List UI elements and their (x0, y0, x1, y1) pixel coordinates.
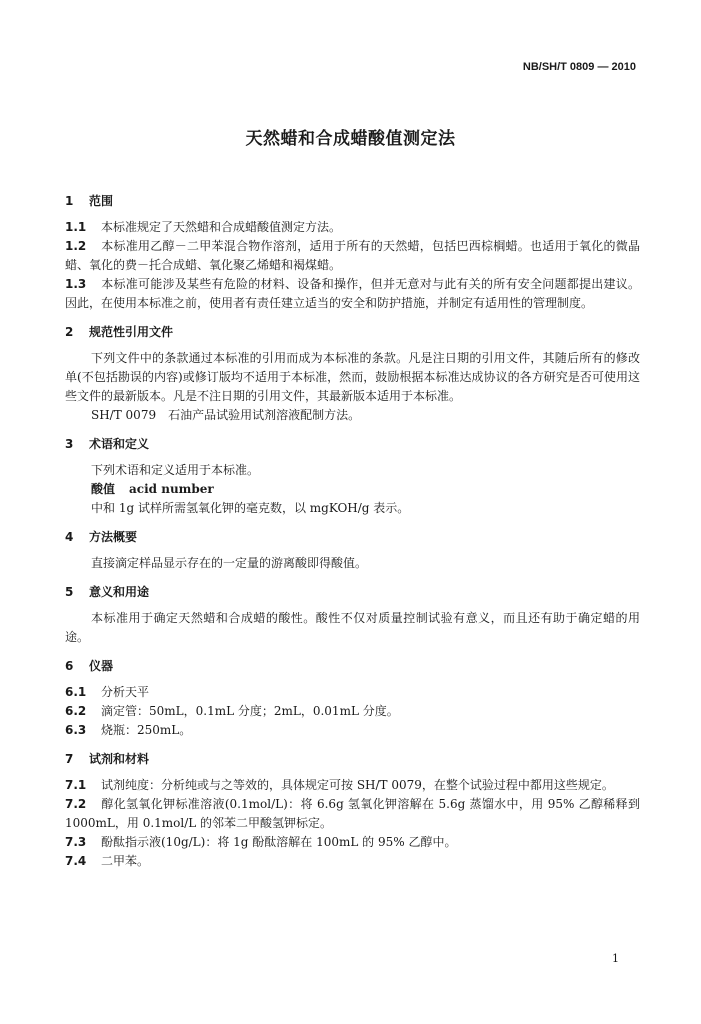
section-number: 2 (65, 325, 74, 339)
clause-number: 1.1 (65, 220, 87, 234)
clause (65, 218, 640, 237)
clause-text: 分析天平 (101, 685, 150, 699)
section-heading (65, 584, 640, 600)
section-number: 5 (65, 585, 74, 599)
clause-text: 本标准规定了天然蜡和合成蜡酸值测定方法。 (101, 220, 342, 234)
paragraph: 本标准用于确定天然蜡和合成蜡的酸性。酸性不仅对质量控制试验有意义，而且还有助于确定蜡的用途。 (65, 611, 640, 644)
clause-number: 6.1 (65, 685, 87, 699)
term-chinese: 酸值 (91, 482, 116, 496)
section-number: 3 (65, 437, 74, 451)
section-heading (65, 324, 640, 340)
clause-text: 醇化氢氧化钾标准溶液(0.1mol/L)：将 6.6g 氢氧化钾溶解在 5.6g 蒸馏水中，用 95% 乙醇稀释到 1000mL，用 0.1mol/L 的邻苯二甲酸氢钾标定。 (65, 797, 640, 830)
clause-number: 1.2 (65, 239, 87, 253)
section-heading (65, 751, 640, 767)
document-body (65, 193, 640, 871)
section-title: 术语和定义 (89, 437, 150, 451)
clause-number: 7.2 (65, 797, 87, 811)
section-title: 仪器 (89, 659, 114, 673)
clause-text: 滴定管：50mL，0.1mL 分度；2mL，0.01mL 分度。 (101, 704, 399, 718)
clause (65, 275, 640, 313)
section-title: 意义和用途 (89, 585, 150, 599)
clause-number: 6.2 (65, 704, 87, 718)
section-number: 1 (65, 194, 74, 208)
clause-number: 1.3 (65, 277, 87, 291)
standard-code: NB/SH/T 0809 — 2010 (522, 61, 636, 73)
clause-text: 本标准用乙醇－二甲苯混合物作溶剂，适用于所有的天然蜡，包括巴西棕榈蜡。也适用于氧化的微晶蜡、氧化的费－托合成蜡、氧化聚乙烯蜡和褐煤蜡。 (65, 239, 640, 272)
section-heading (65, 529, 640, 545)
reference-entry: SH/T 0079 石油产品试验用试剂溶液配制方法。 (91, 408, 361, 422)
term-definition: 中和 1g 试样所需氢氧化钾的毫克数，以 mgKOH/g 表示。 (91, 501, 410, 515)
section-number: 4 (65, 530, 74, 544)
document-title: 天然蜡和合成蜡酸值测定法 (245, 129, 456, 149)
section-number: 7 (65, 752, 74, 766)
clause (65, 776, 640, 795)
page-number: 1 (612, 952, 619, 965)
section-title: 范围 (89, 194, 114, 208)
clause-number: 6.3 (65, 723, 87, 737)
clause-number: 7.4 (65, 854, 87, 868)
term-english: acid number (129, 482, 214, 496)
clause-text: 试剂纯度：分析纯或与之等效的，具体规定可按 SH/T 0079，在整个试验过程中都用这些规定。 (101, 778, 614, 792)
term-entry (65, 480, 640, 499)
clause (65, 683, 640, 702)
section-title: 试剂和材料 (89, 752, 150, 766)
paragraph: 下列文件中的条款通过本标准的引用而成为本标准的条款。凡是注日期的引用文件，其随后所有的修改单(不包括勘误的内容)或修订版均不适用于本标准，然而，鼓励根据本标准达成协议的各方研究是否可使用这些文件的最新版本。凡是不注日期的引用文件，其最新版本适用于本标准。 (65, 351, 640, 403)
section-title: 规范性引用文件 (89, 325, 174, 339)
clause-text: 二甲苯。 (101, 854, 150, 868)
clause (65, 237, 640, 275)
clause (65, 795, 640, 833)
clause (65, 833, 640, 852)
section-title: 方法概要 (89, 530, 138, 544)
clause (65, 702, 640, 721)
clause-number: 7.3 (65, 835, 87, 849)
clause-text: 酚酞指示液(10g/L)：将 1g 酚酞溶解在 100mL 的 95% 乙醇中。 (101, 835, 457, 849)
clause-number: 7.1 (65, 778, 87, 792)
clause-text: 本标准可能涉及某些有危险的材料、设备和操作，但并无意对与此有关的所有安全问题都提出建议。因此，在使用本标准之前，使用者有责任建立适当的安全和防护措施，并制定有适用性的管理制度。 (65, 277, 640, 310)
section-heading (65, 193, 640, 209)
clause (65, 852, 640, 871)
section-heading (65, 436, 640, 452)
clause-text: 烧瓶：250mL。 (101, 723, 192, 737)
clause (65, 721, 640, 740)
section-number: 6 (65, 659, 74, 673)
paragraph: 直接滴定样品显示存在的一定量的游离酸即得酸值。 (91, 556, 368, 570)
section-heading (65, 658, 640, 674)
paragraph: 下列术语和定义适用于本标准。 (91, 463, 260, 477)
